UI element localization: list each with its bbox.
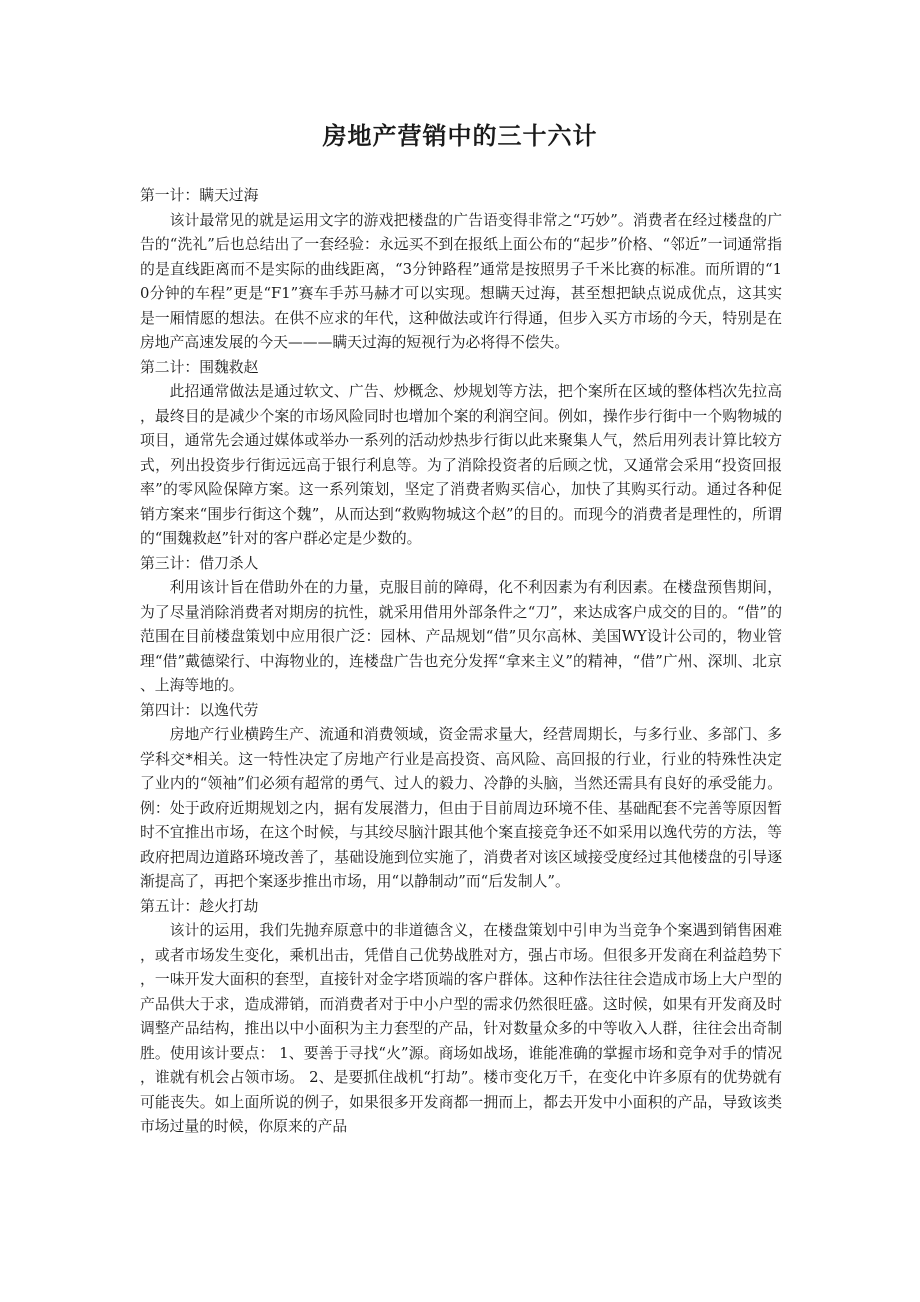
section-5 bbox=[140, 895, 782, 1140]
section-paragraph: 该计的运用，我们先抛弃原意中的非道德含义，在楼盘策划中引申为当竞争个案遇到销售困难，或者市场发生变化，乘机出击，凭借自己优势战胜对方，强占市场。但很多开发商在利益趋势下，一味开发大面积的套型，直接针对金字塔顶端的客户群体。这种作法往往会造成市场上大户型的产品供大于求，造成滞销，而消费者对于中小户型的需求仍然很旺盛。这时候，如果有开发商及时调整产品结构，推出以中小面积为主力套型的产品，针对数量众多的中等收入人群，往往会出奇制胜。使用该计要点： 1、要善于寻找“火”源。商场如战场，谁能准确的掌握市场和竞争对手的情况，谁就有机会占领市场。 2、是要抓住战机“打劫”。楼市变化万千，在变化中许多原有的优势就有可能丧失。如上面所说的例子，如果很多开发商都一拥而上，都去开发中小面积的产品，导致该类市场过量的时候，你原来的产品 bbox=[140, 922, 782, 1135]
section-2 bbox=[140, 356, 782, 552]
section-heading: 第五计：趁火打劫 bbox=[140, 897, 259, 915]
section-1 bbox=[140, 184, 782, 356]
document-title: 房地产营销中的三十六计 bbox=[322, 121, 598, 150]
section-3 bbox=[140, 552, 782, 699]
section-paragraph: 房地产行业横跨生产、流通和消费领域，资金需求量大，经营周期长，与多行业、多部门、多学科交*相关。这一特性决定了房地产行业是高投资、高风险、高回报的行业，行业的特殊性决定了业内的“领袖”们必须有超常的勇气、过人的毅力、冷静的头脑，当然还需具有良好的承受能力。例：处于政府近期规划之内，据有发展潜力，但由于目前周边环境不佳、基础配套不完善等原因暂时不宜推出市场，在这个时候，与其绞尽脑汁跟其他个案直接竞争还不如采用以逸代劳的方法，等政府把周边道路环境改善了，基础设施到位实施了，消费者对该区域接受度经过其他楼盘的引导逐渐提高了，再把个案逐步推出市场，用“以静制动”而“后发制人”。 bbox=[140, 726, 782, 890]
section-heading: 第四计：以逸代劳 bbox=[140, 701, 259, 719]
section-heading: 第一计：瞒天过海 bbox=[140, 187, 259, 204]
section-heading: 第三计：借刀杀人 bbox=[140, 554, 259, 572]
document-body bbox=[140, 184, 782, 1140]
section-paragraph: 利用该计旨在借助外在的力量，克服目前的障碍，化不利因素为有利因素。在楼盘预售期间，为了尽量消除消费者对期房的抗性，就采用借用外部条件之“刀”，来达成客户成交的目的。“借”的范围在目前楼盘策划中应用很广泛：园林、产品规划“借”贝尔高林、美国WY设计公司的，物业管理“借”戴德梁行、中海物业的，连楼盘广告也充分发挥“拿来主义”的精神，“借”广州、深圳、北京、上海等地的。 bbox=[140, 579, 782, 694]
section-paragraph: 此招通常做法是通过软文、广告、炒概念、炒规划等方法，把个案所在区域的整体档次先拉高，最终目的是减少个案的市场风险同时也增加个案的利润空间。例如，操作步行街中一个购物城的项目，通常先会通过媒体或举办一系列的活动炒热步行街以此来聚集人气，然后用列表计算比较方式，列出投资步行街远远高于银行利息等。为了消除投资者的后顾之忧，又通常会采用“投资回报率”的零风险保障方案。这一系列策划，坚定了消费者购买信心，加快了其购买行动。通过各种促销方案来“围步行街这个魏”，从而达到“救购物城这个赵”的目的。而现今的消费者是理性的，所谓的“围魏救赵”针对的客户群必定是少数的。 bbox=[140, 383, 782, 547]
section-paragraph: 该计最常见的就是运用文字的游戏把楼盘的广告语变得非常之“巧妙”。消费者在经过楼盘的广告的“洗礼”后也总结出了一套经验：永远买不到在报纸上面公布的“起步”价格、“邻近”一词通常指的是直线距离而不是实际的曲线距离，“3分钟路程”通常是按照男子千米比赛的标准。而所谓的“10分钟的车程”更是“F1”赛车手苏马赫才可以实现。想瞒天过海，甚至想把缺点说成优点，这其实是一厢情愿的想法。在供不应求的年代，这种做法或许行得通，但步入买方市场的今天，特别是在房地产高速发展的今天———瞒天过海的短视行为必将得不偿失。 bbox=[140, 211, 782, 351]
section-heading: 第二计：围魏救赵 bbox=[140, 358, 259, 376]
section-4 bbox=[140, 699, 782, 895]
